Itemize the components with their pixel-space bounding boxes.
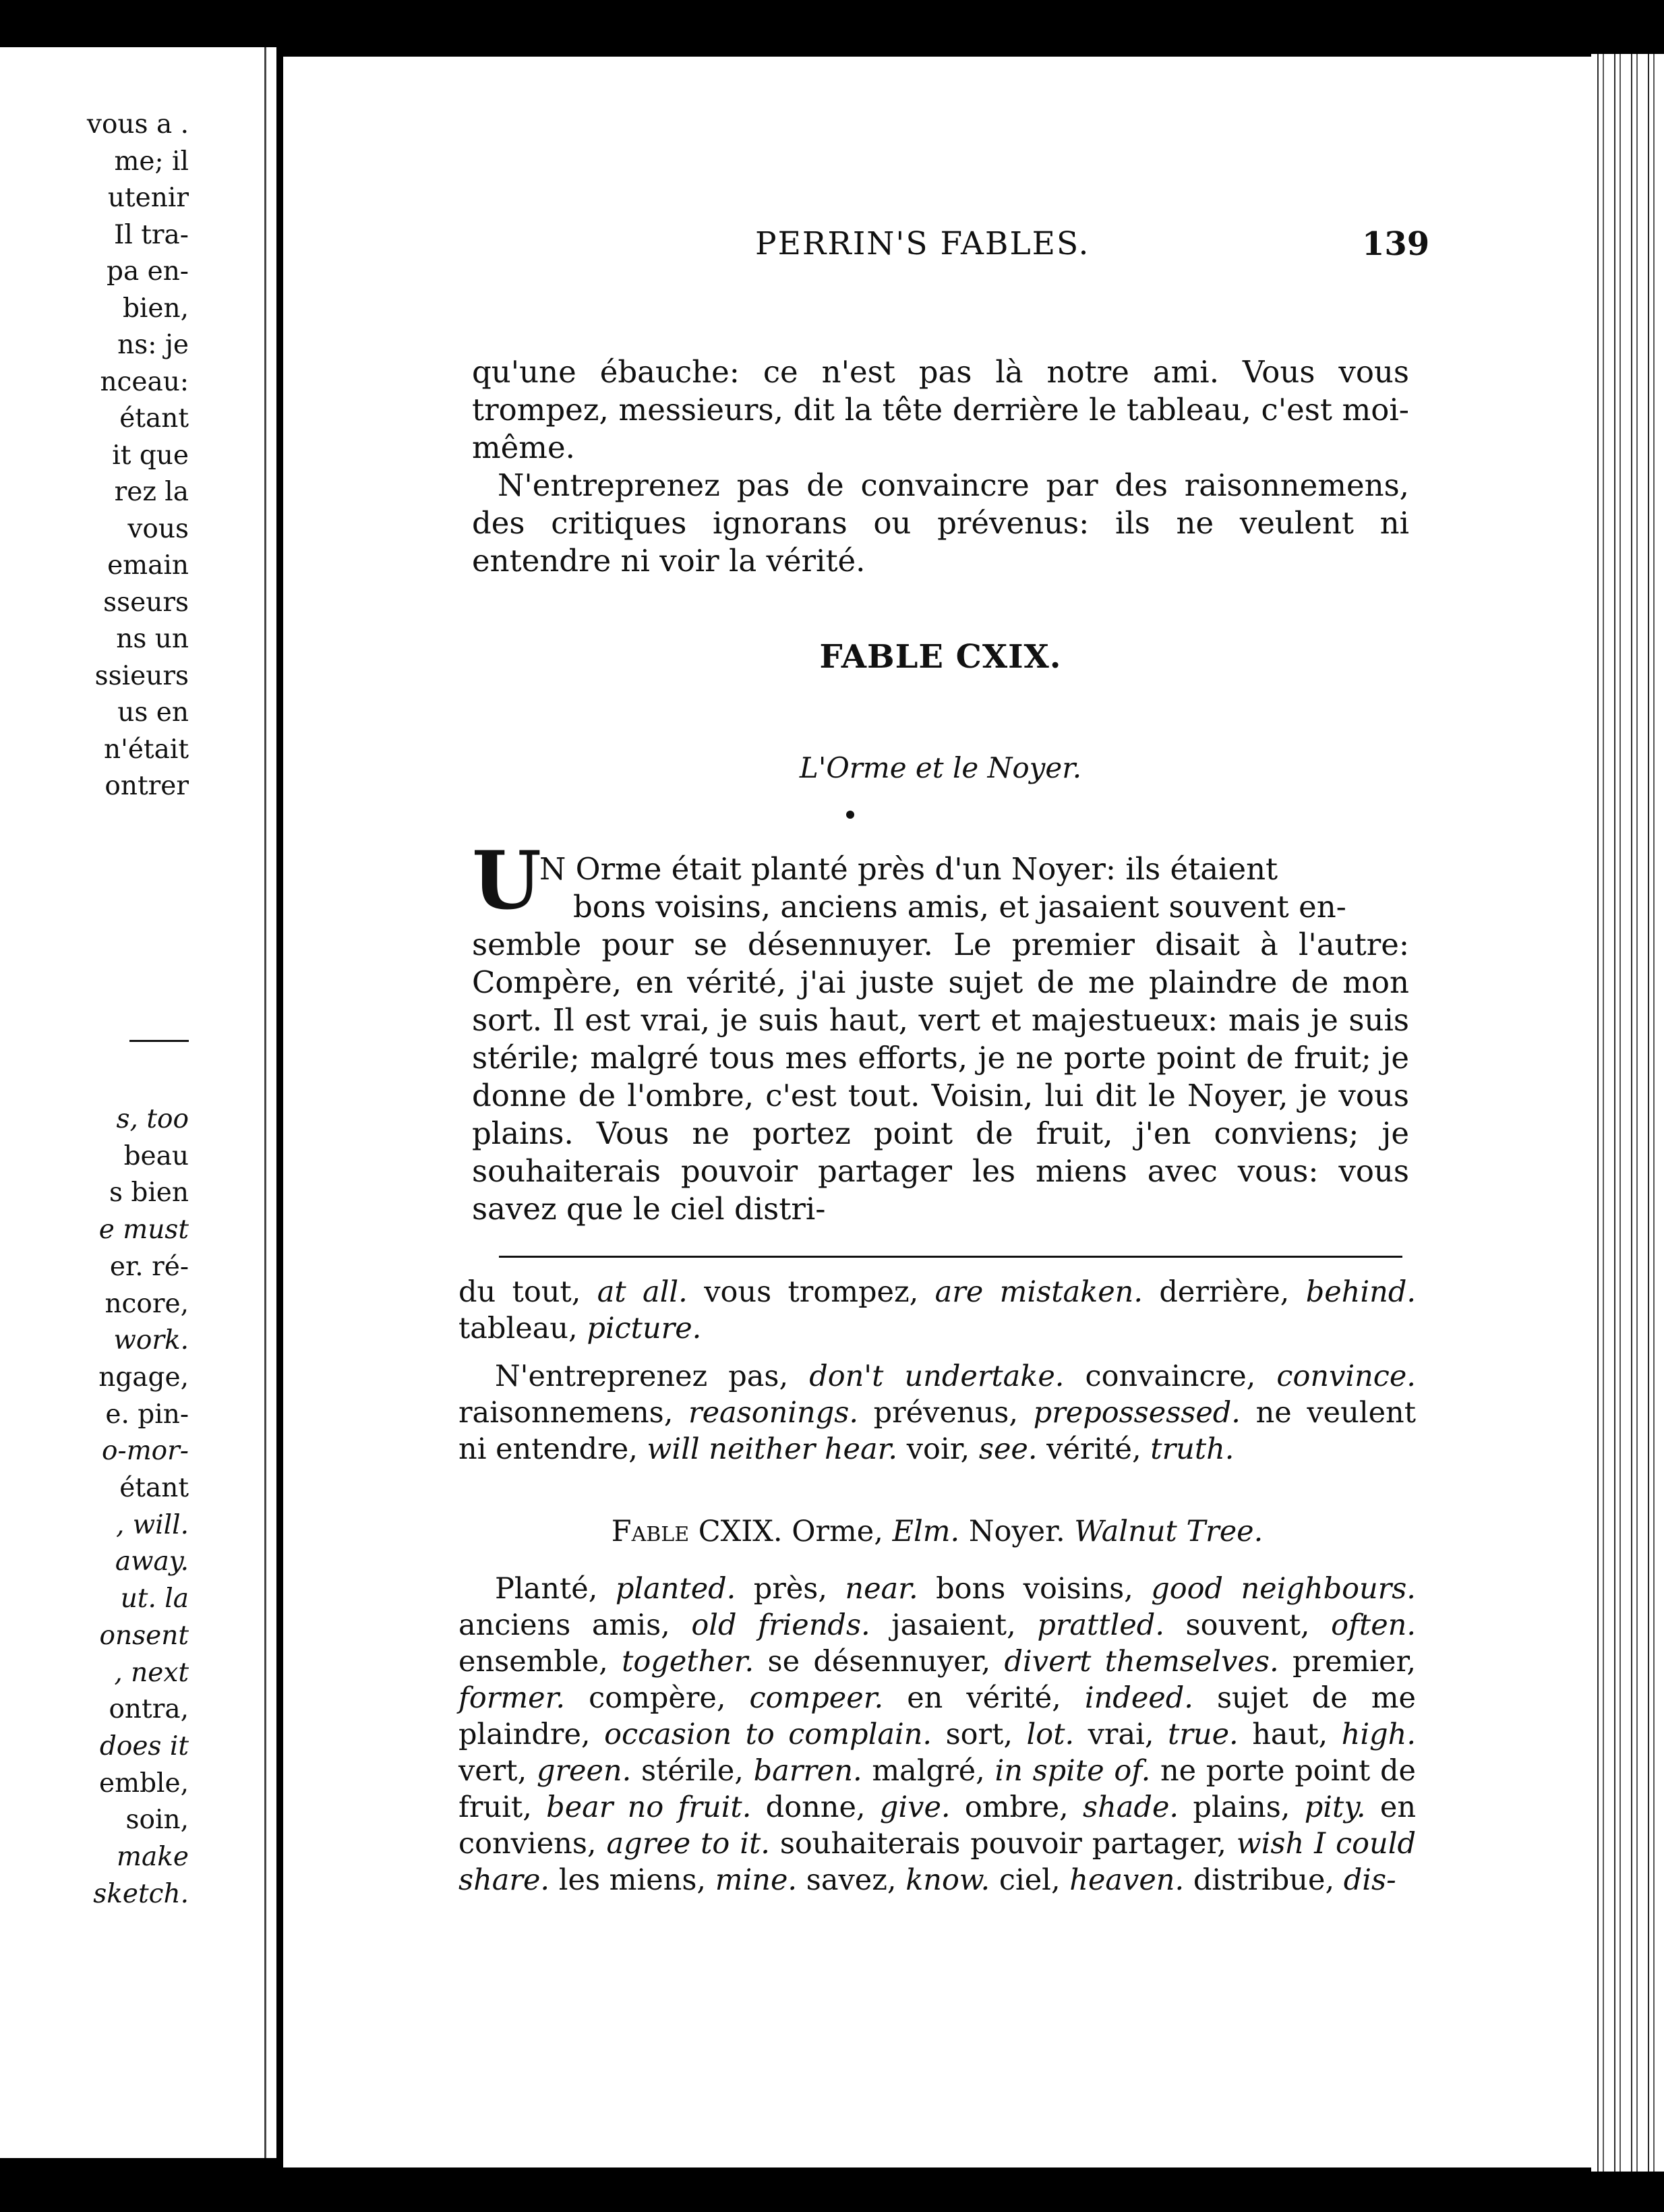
gloss-translation: true. bbox=[1168, 1718, 1239, 1751]
gloss-term: vérité, bbox=[1037, 1432, 1151, 1466]
gloss-term: convaincre, bbox=[1064, 1360, 1277, 1393]
gloss-term: près, bbox=[736, 1572, 845, 1606]
gloss-term: ombre, bbox=[950, 1791, 1083, 1824]
left-page-line: soin, bbox=[125, 1805, 189, 1836]
gloss-translation: prepossessed. bbox=[1033, 1396, 1241, 1430]
book-fore-edge bbox=[1591, 54, 1664, 2172]
gloss-term: Planté, bbox=[495, 1572, 616, 1606]
glossary-block-2 bbox=[458, 1358, 1416, 1467]
left-page-line: étant bbox=[119, 403, 189, 434]
left-page-line: beau bbox=[123, 1140, 189, 1171]
right-page bbox=[283, 57, 1598, 2167]
gloss-term: derrière, bbox=[1143, 1275, 1306, 1309]
left-page-line: e. pin- bbox=[105, 1399, 189, 1430]
left-page-line: nceau: bbox=[100, 366, 189, 397]
gloss-translation: shade. bbox=[1083, 1791, 1179, 1824]
fable-second-line: bons voisins, anciens amis, et jasaient souvent en- bbox=[573, 889, 1346, 925]
gloss-term: du tout, bbox=[458, 1275, 597, 1309]
gloss-term: vrai, bbox=[1074, 1718, 1168, 1751]
fable-body: semble pour se désennuyer. Le premier disait à l'autre: Compère, en vérité, j'ai juste sujet de me plaindre de mon sort. Il est vrai, je suis haut, vert et majestueux: mais je suis stérile; malgré tous mes efforts, je ne porte point de fruit; je donne de l'ombre, c'est tout. Voisin, lui dit le Noyer, je vous plains. Vous ne portez point de fruit, j'en conviens; je souhaiterais pouvoir partager les miens avec vous: vous savez que le ciel distri- bbox=[472, 927, 1409, 1227]
gloss-term: sort, bbox=[932, 1718, 1027, 1751]
gloss-term: premier, bbox=[1278, 1645, 1416, 1679]
left-page-line: make bbox=[117, 1842, 189, 1872]
left-page-line: emble, bbox=[99, 1768, 189, 1799]
gloss-term: ne veulent ni entendre, bbox=[458, 1396, 1416, 1466]
footnote-rule bbox=[499, 1256, 1402, 1258]
left-page-line: pa en- bbox=[107, 256, 189, 287]
left-page-line: ns un bbox=[116, 624, 189, 654]
left-page-line: bien, bbox=[122, 293, 189, 324]
left-page-line: n'était bbox=[104, 734, 189, 765]
left-page-line: sketch. bbox=[93, 1878, 189, 1909]
gloss-translation: convince. bbox=[1276, 1360, 1416, 1393]
gloss-term: prévenus, bbox=[858, 1396, 1034, 1430]
left-page-line: sseurs bbox=[103, 587, 189, 618]
gloss-term: tableau, bbox=[458, 1312, 587, 1345]
fable-title: FABLE CXIX. bbox=[819, 638, 1062, 676]
gloss-term: anciens amis, bbox=[458, 1608, 692, 1642]
gloss-translation: dis- bbox=[1343, 1863, 1396, 1897]
glossary-block-3 bbox=[458, 1571, 1416, 1898]
gloss-translation: give. bbox=[879, 1791, 951, 1824]
left-page-line: er. ré- bbox=[109, 1251, 189, 1282]
gloss-term: donne, bbox=[751, 1791, 880, 1824]
fable-first-line: N Orme était planté près d'un Noyer: ils étaient bbox=[539, 851, 1278, 887]
left-page-line: s, too bbox=[116, 1104, 189, 1134]
page-number: 139 bbox=[1362, 225, 1430, 263]
gloss-term: savez, bbox=[797, 1863, 906, 1897]
gloss-term: CXIX. Orme, bbox=[689, 1515, 893, 1548]
left-page-line: ontrer bbox=[105, 771, 189, 801]
left-page-line: emain bbox=[107, 550, 189, 581]
left-page-line: me; il bbox=[114, 146, 189, 177]
glossary-fable-heading bbox=[458, 1513, 1416, 1550]
gloss-translation: wish I could share. bbox=[458, 1827, 1416, 1897]
left-page-line: away. bbox=[115, 1546, 189, 1577]
gloss-term: stérile, bbox=[631, 1754, 754, 1788]
gloss-translation: pity. bbox=[1304, 1791, 1366, 1824]
gloss-translation: prattled. bbox=[1037, 1608, 1164, 1642]
left-page-line: s bien bbox=[109, 1177, 189, 1209]
gloss-translation: green. bbox=[536, 1754, 632, 1788]
left-page-line: ns: je bbox=[117, 330, 189, 360]
left-page-line: étant bbox=[119, 1473, 189, 1503]
left-page-line: ontra, bbox=[109, 1694, 189, 1725]
fable-subtitle: L'Orme et le Noyer. bbox=[799, 751, 1082, 784]
book-gutter bbox=[264, 47, 276, 2158]
gloss-term: plains, bbox=[1179, 1791, 1305, 1824]
drop-cap: U bbox=[472, 834, 541, 927]
gloss-translation: behind. bbox=[1305, 1275, 1417, 1309]
left-page-line: , will. bbox=[116, 1509, 189, 1540]
left-page-line: e must bbox=[98, 1215, 189, 1246]
gloss-translation: know. bbox=[905, 1863, 990, 1897]
gloss-term: se désennuyer, bbox=[754, 1645, 1005, 1679]
gloss-translation: planted. bbox=[615, 1572, 736, 1606]
gloss-translation: at all. bbox=[597, 1275, 688, 1309]
gloss-term: Noyer. bbox=[959, 1515, 1075, 1548]
left-page-line: o-mor- bbox=[102, 1436, 189, 1467]
left-page-line: onsent bbox=[99, 1620, 189, 1651]
gloss-term: Fable bbox=[611, 1515, 690, 1548]
ornament-dot bbox=[846, 811, 854, 819]
running-title: PERRIN'S FABLES. bbox=[755, 225, 1090, 262]
gloss-translation: are mistaken. bbox=[934, 1275, 1143, 1309]
left-page-line: does it bbox=[99, 1730, 189, 1762]
gloss-translation: will neither hear. bbox=[647, 1432, 898, 1466]
gloss-translation: barren. bbox=[753, 1754, 862, 1788]
left-page-line: rez la bbox=[114, 477, 189, 507]
gloss-translation: together. bbox=[622, 1645, 754, 1679]
gloss-term: haut, bbox=[1238, 1718, 1342, 1751]
left-page-line: ngage, bbox=[98, 1362, 189, 1393]
gloss-term: souvent, bbox=[1164, 1608, 1332, 1642]
gloss-term: distribue, bbox=[1184, 1863, 1344, 1897]
left-page-line: , next bbox=[114, 1657, 189, 1688]
glossary-block-1 bbox=[458, 1274, 1416, 1347]
gloss-translation: see. bbox=[978, 1432, 1038, 1466]
gloss-translation: reasonings. bbox=[688, 1396, 859, 1430]
gloss-translation: occasion to complain. bbox=[604, 1718, 932, 1751]
gloss-term: N'entreprenez pas, bbox=[495, 1360, 810, 1393]
gloss-term: vous trompez, bbox=[687, 1275, 935, 1309]
gloss-term: ciel, bbox=[990, 1863, 1070, 1897]
left-page-line: us en bbox=[117, 697, 189, 728]
gloss-term: malgré, bbox=[862, 1754, 995, 1788]
gloss-translation: in spite of. bbox=[994, 1754, 1151, 1788]
left-page-line: ut. la bbox=[120, 1583, 189, 1614]
gloss-translation: truth. bbox=[1150, 1432, 1235, 1466]
gloss-translation: compeer. bbox=[749, 1681, 884, 1715]
gloss-translation: good neighbours. bbox=[1151, 1572, 1416, 1606]
left-page-line: utenir bbox=[107, 183, 189, 213]
gloss-term: sujet de me plaindre, bbox=[458, 1681, 1416, 1751]
gloss-term: raisonnemens, bbox=[458, 1396, 689, 1430]
gloss-translation: picture. bbox=[587, 1312, 702, 1345]
left-page-line: ncore, bbox=[105, 1288, 189, 1319]
gloss-translation: bear no fruit. bbox=[546, 1791, 752, 1824]
left-page-line: it que bbox=[112, 440, 189, 471]
left-page-line: ssieurs bbox=[94, 660, 189, 691]
gloss-translation: don't undertake. bbox=[809, 1360, 1065, 1393]
gloss-term: voir, bbox=[897, 1432, 979, 1466]
gloss-term: souhaiterais pouvoir partager, bbox=[769, 1827, 1237, 1861]
left-page-line: vous a . bbox=[86, 109, 189, 140]
gloss-term: ne porte point de fruit, bbox=[458, 1754, 1416, 1824]
gloss-translation: heaven. bbox=[1069, 1863, 1185, 1897]
left-page-rule bbox=[129, 1040, 189, 1042]
gloss-translation: lot. bbox=[1026, 1718, 1075, 1751]
left-page-fragment bbox=[0, 47, 264, 2158]
gloss-translation: Elm. bbox=[892, 1515, 960, 1548]
gloss-term: vert, bbox=[458, 1754, 537, 1788]
left-page-line: Il tra- bbox=[113, 219, 189, 250]
left-page-line: work. bbox=[113, 1325, 189, 1356]
gloss-translation: often. bbox=[1331, 1608, 1417, 1642]
gloss-translation: indeed. bbox=[1084, 1681, 1193, 1715]
gloss-translation: old friends. bbox=[691, 1608, 870, 1642]
gloss-translation: high. bbox=[1341, 1718, 1417, 1751]
gloss-translation: near. bbox=[845, 1572, 918, 1606]
gloss-term: jasaient, bbox=[870, 1608, 1038, 1642]
continuation-paragraph-1: qu'une ébauche: ce n'est pas là notre ami. Vous vous trompez, messieurs, dit la tête derrière le tableau, c'est moi-même. bbox=[472, 354, 1409, 465]
gloss-translation: agree to it. bbox=[606, 1827, 770, 1861]
gloss-term: en conviens, bbox=[458, 1791, 1417, 1861]
gloss-term: ensemble, bbox=[458, 1645, 622, 1679]
continuation-paragraph-2: N'entreprenez pas de convaincre par des raisonnemens, des critiques ignorans ou prévenus: ils ne veulent ni entendre ni voir la vérité. bbox=[472, 467, 1409, 579]
gloss-term: en vérité, bbox=[883, 1681, 1085, 1715]
gloss-translation: former. bbox=[458, 1681, 566, 1715]
gloss-term: les miens, bbox=[549, 1863, 715, 1897]
gloss-term: bons voisins, bbox=[918, 1572, 1152, 1606]
gloss-term: compère, bbox=[565, 1681, 750, 1715]
left-page-line: vous bbox=[127, 513, 189, 544]
gloss-translation: mine. bbox=[715, 1863, 798, 1897]
gloss-translation: Walnut Tree. bbox=[1074, 1515, 1264, 1548]
gloss-translation: divert themselves. bbox=[1004, 1645, 1279, 1679]
